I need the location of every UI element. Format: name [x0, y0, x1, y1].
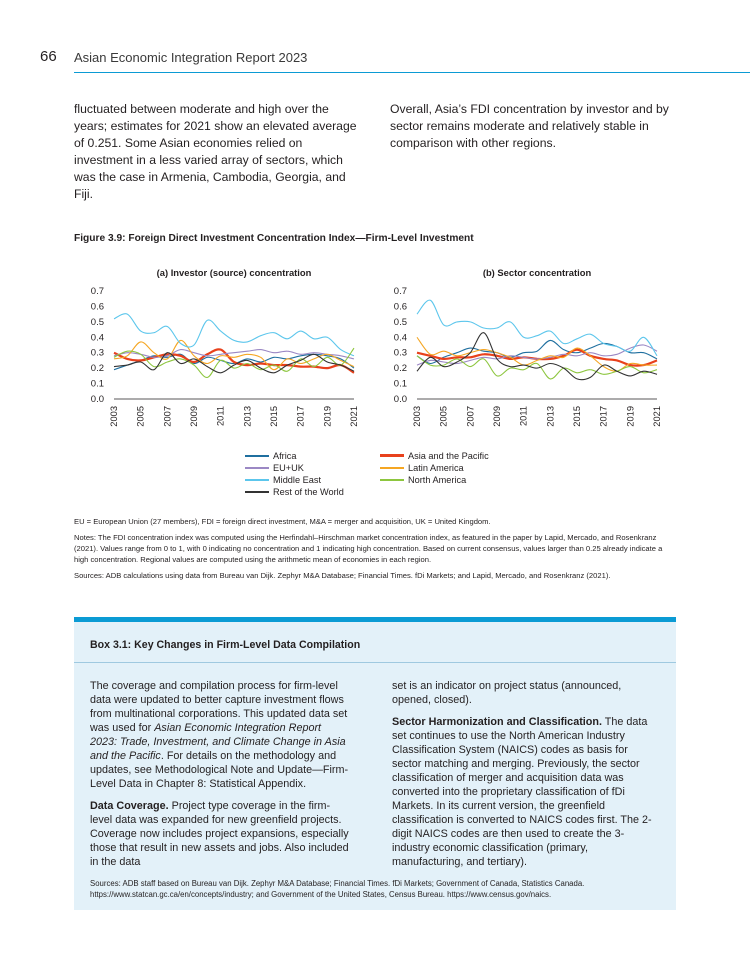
y-tick-label: 0.4: [90, 332, 104, 344]
body-text-right: Overall, Asia’s FDI concentration by investor and by sector remains moderate and relatively stable in comparison with other regions.: [390, 102, 669, 150]
x-tick-label: 2021: [349, 406, 359, 427]
x-tick-label: 2013: [545, 406, 556, 427]
chart-title: (a) Investor (source) concentration: [156, 267, 312, 278]
chart-title: (b) Sector concentration: [482, 267, 592, 278]
legend-label: Rest of the World: [273, 487, 344, 497]
figure-title: Figure 3.9: Foreign Direct Investment Concentration Index—Firm-Level Investment: [74, 233, 474, 244]
x-tick-label: 2011: [215, 406, 226, 426]
y-tick-label: 0.1: [393, 378, 407, 390]
figure-abbreviations: EU = European Union (27 members), FDI = foreign direct investment, M&A = merger and acquisition, UK = United Kingdom.: [74, 517, 491, 526]
legend-swatch: [380, 467, 404, 469]
box-p2-heading: Data Coverage.: [90, 800, 169, 812]
box-p4-text: The data set continues to use the North American Industry Classification System (NAICS) codes as basis for sector matching and merging. Previously, the sector classification of merger and acquisition data was converted into the proprietary classification of fDi Markets. In its current version, the greenfield classification is converted to NAICS codes first. The 2-digit NAICS codes are then used to create the 3-industry economic classification (primary, manufacturing, and tertiary).: [392, 716, 652, 868]
x-tick-label: 2021: [652, 406, 662, 427]
x-tick-label: 2019: [625, 406, 636, 427]
legend-label: EU+UK: [273, 463, 304, 473]
box-p1-report-title: Asian Economic Integration Report 2023: Trade, Investment, and Climate Change in Asia and the Pacific: [90, 722, 346, 762]
legend-swatch: [380, 479, 404, 481]
figure-notes: Notes: The FDI concentration index was computed using the Herfindahl–Hirschman market concentration index, as featured in the paper by Lapid, Mercado, and Rosenkranz (2021). Values range from 0 to 1, with 0 indicating no concentration and 1 indicating high concentration. Based on current consensus, values larger than 0.25 already indicate a high concentration. Regional values are computed using the arithmetic mean of economies in each region.: [74, 533, 663, 564]
legend-label: Africa: [273, 451, 297, 461]
y-tick-label: 0.7: [393, 286, 407, 297]
box-p2-text: Project type coverage in the firm-level data was expanded for new greenfield projects. Coverage now includes project expansions, especially those that result in new assets and jobs. Also included in the data: [90, 800, 349, 868]
y-tick-label: 0.0: [90, 394, 104, 405]
header-rule: [74, 72, 750, 73]
box-divider: [74, 662, 676, 663]
x-tick-label: 2017: [598, 406, 609, 427]
series-line-middle-east: [417, 300, 657, 356]
x-tick-label: 2013: [242, 406, 253, 427]
x-tick-label: 2005: [135, 406, 146, 427]
x-tick-label: 2003: [109, 406, 119, 427]
series-line-rest-of-the-world: [417, 333, 657, 380]
x-tick-label: 2005: [438, 406, 449, 427]
x-tick-label: 2015: [269, 406, 279, 427]
y-tick-label: 0.0: [393, 394, 407, 405]
box-title: Box 3.1: Key Changes in Firm-Level Data Compilation: [90, 639, 361, 651]
legend-swatch: [245, 491, 269, 493]
y-tick-label: 0.6: [90, 301, 104, 313]
legend-swatch: [380, 454, 404, 457]
y-tick-label: 0.5: [393, 316, 407, 328]
legend-swatch: [245, 479, 269, 481]
y-tick-label: 0.2: [90, 363, 104, 375]
box-paragraph-1: [90, 679, 350, 791]
box-sources: Sources: ADB staff based on Bureau van Dijk. Zephyr M&A Database; Financial Times. fDi Markets; Government of Canada, Statistics Canada. https://www.statcan.gc.ca/en/concepts/industry; and Government of the United States, Census Bureau. https://www.census.gov/naics.: [90, 879, 585, 899]
x-tick-label: 2019: [322, 406, 333, 427]
legend-label: Asia and the Pacific: [408, 451, 489, 461]
body-text-left: fluctuated between moderate and high over the years; estimates for 2021 show an elevated average of 0.251. Some Asian economies relied on investment in a less varied array of sectors, which was the case in Armenia, Cambodia, Georgia, and Fiji.: [74, 102, 357, 201]
legend-swatch: [245, 467, 269, 469]
box-paragraph-3: set is an indicator on project status (announced, opened, closed).: [392, 680, 622, 706]
legend-label: North America: [408, 475, 467, 485]
x-tick-label: 2015: [572, 406, 582, 427]
legend-label: Middle East: [273, 475, 322, 485]
box-paragraph-4: [392, 715, 660, 869]
x-tick-label: 2017: [295, 406, 306, 427]
legend-swatch: [245, 455, 269, 457]
x-tick-label: 2009: [189, 406, 199, 427]
x-tick-label: 2009: [492, 406, 502, 427]
x-tick-label: 2011: [518, 406, 529, 426]
legend-label: Latin America: [408, 463, 464, 473]
y-tick-label: 0.3: [90, 347, 104, 359]
y-tick-label: 0.2: [393, 363, 407, 375]
box-p1-text: The coverage and compilation process for firm-level data were updated to better capture investment flows from multinational corporations. This updated data set was used for: [90, 680, 348, 734]
y-tick-label: 0.5: [90, 316, 104, 328]
box-p1-text-end: . For details on the methodology and updates, see Methodological Note and Update—Firm-Level Data in Chapter 8: Statistical Appendix.: [90, 750, 349, 790]
chart-sector-concentration: [377, 262, 677, 442]
box-column-right: [392, 679, 660, 877]
box-column-left: [90, 679, 350, 877]
y-tick-label: 0.1: [90, 378, 104, 390]
box-p4-heading: Sector Harmonization and Classification.: [392, 716, 602, 728]
box-3-1: [74, 617, 676, 910]
y-tick-label: 0.4: [393, 332, 407, 344]
series-line-latin-america: [417, 337, 657, 371]
page-number: 66: [40, 48, 57, 65]
x-tick-label: 2007: [162, 406, 173, 427]
y-tick-label: 0.3: [393, 347, 407, 359]
page-header: [0, 0, 750, 80]
y-tick-label: 0.6: [393, 301, 407, 313]
box-paragraph-2: [90, 799, 350, 869]
chart-investor-concentration: [74, 262, 374, 442]
x-tick-label: 2003: [412, 406, 422, 427]
figure-sources: Sources: ADB calculations using data from Bureau van Dijk. Zephyr M&A Database; Financial Times. fDi Markets; and Lapid, Mercado, and Rosenkranz (2021).: [74, 571, 611, 580]
y-tick-label: 0.7: [90, 286, 104, 297]
x-tick-label: 2007: [465, 406, 476, 427]
running-title: Asian Economic Integration Report 2023: [74, 50, 308, 65]
figure-legend: [245, 450, 545, 500]
